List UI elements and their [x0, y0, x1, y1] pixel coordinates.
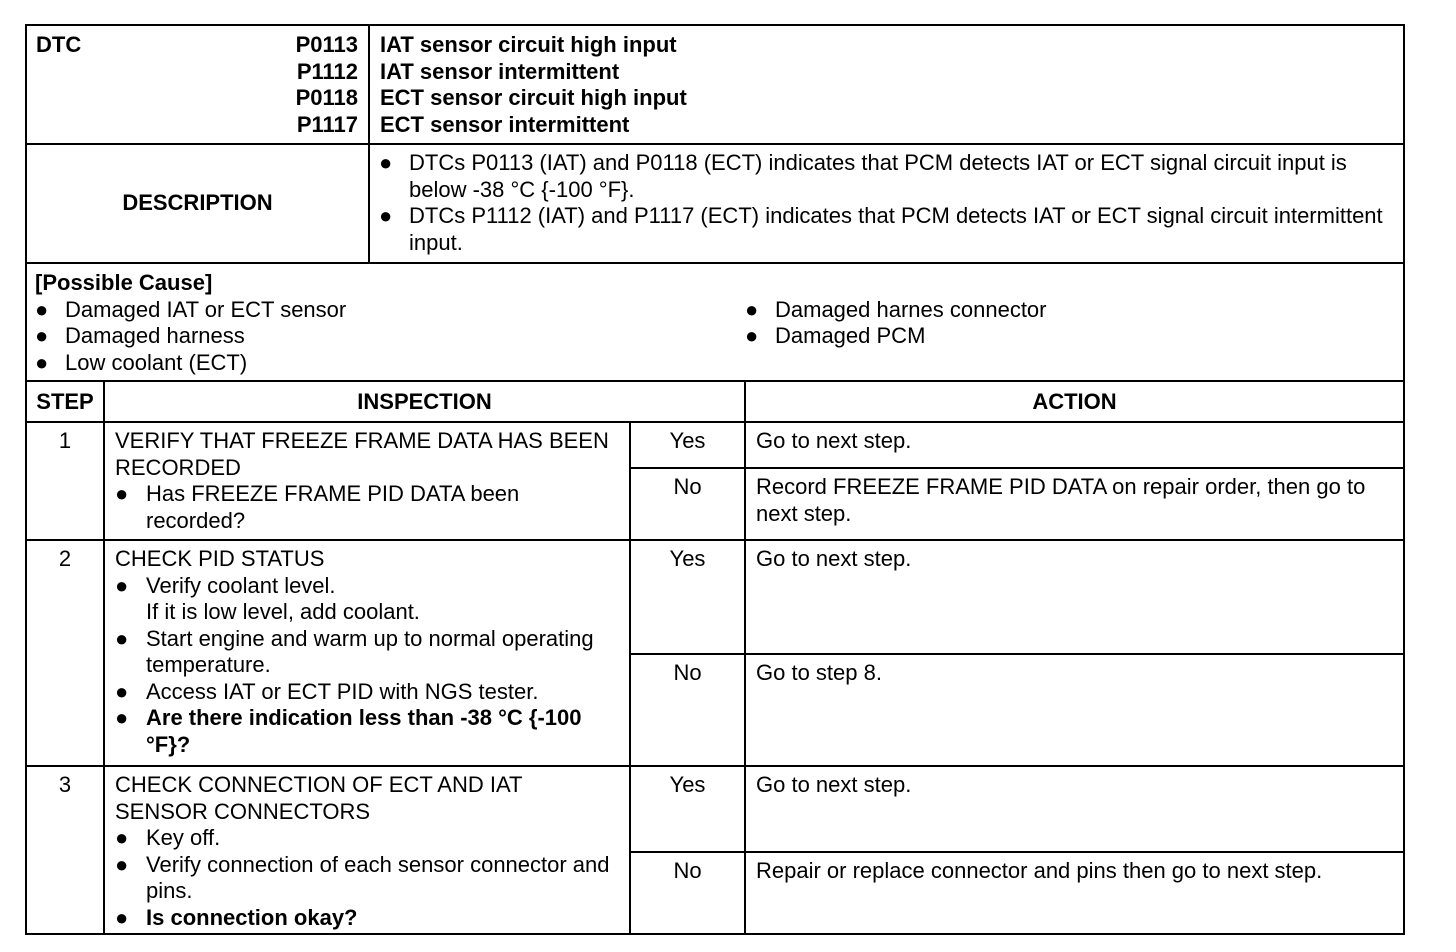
step-number: 2	[27, 541, 105, 765]
description-item-text: DTCs P1112 (IAT) and P1117 (ECT) indicates that PCM detects IAT or ECT signal circuit intermittent input.	[409, 203, 1383, 255]
description-item-text: DTCs P0113 (IAT) and P0118 (ECT) indicates that PCM detects IAT or ECT signal circuit input is below -38 °C {-100 °F}.	[409, 150, 1347, 202]
dtc-code-list	[296, 32, 358, 138]
bullet-icon: ●	[745, 323, 759, 348]
no-label: No	[631, 469, 746, 539]
result-yes-row	[631, 767, 1403, 851]
dtc-code: P1117	[296, 111, 358, 137]
inspection-title: CHECK CONNECTION OF ECT AND IAT SENSOR CONNECTORS	[115, 772, 523, 824]
step-row	[27, 767, 1403, 933]
result-no-row	[631, 653, 1403, 765]
description-section	[27, 145, 1403, 264]
description-item	[379, 150, 1393, 203]
possible-cause-section	[27, 264, 1403, 382]
steps-table-header	[27, 382, 1403, 423]
yes-action: Go to next step.	[756, 772, 912, 797]
step-row	[27, 541, 1403, 767]
inspection-bullet: ● Verify connection of each sensor connector and pins.	[115, 851, 610, 903]
bullet-icon: ●	[35, 349, 49, 375]
inspection-question: ● Are there indication less than -38 °C {-100 °F}?	[115, 705, 582, 757]
bullet-icon: ●	[115, 572, 129, 598]
dtc-description-cell	[370, 26, 1403, 143]
description-label-cell	[27, 145, 370, 262]
bullet-icon: ●	[115, 625, 129, 651]
inspection-question: ● Is connection okay?	[115, 904, 358, 930]
bullet-icon: ●	[35, 296, 49, 322]
yes-action: Go to next step.	[756, 546, 912, 571]
possible-cause-item: ● Damaged IAT or ECT sensor	[35, 296, 347, 322]
no-action: Repair or replace connector and pins then go to next step.	[756, 858, 1323, 883]
result-cell	[631, 423, 1403, 539]
dtc-description: ECT sensor circuit high input	[380, 85, 687, 110]
description-label: DESCRIPTION	[122, 190, 273, 216]
bullet-icon: ●	[115, 851, 129, 877]
inspection-bullet: ● Verify coolant level. If it is low level, add coolant.	[115, 572, 420, 624]
result-yes-row	[631, 541, 1403, 653]
dtc-label: DTC	[36, 32, 82, 57]
possible-cause-item: ● Damaged harnes connector	[745, 296, 1047, 322]
dtc-description: IAT sensor intermittent	[380, 58, 620, 84]
possible-cause-item: ● Damaged harness	[35, 323, 245, 348]
dtc-code-cell	[27, 26, 370, 143]
yes-action: Go to next step.	[756, 428, 912, 453]
result-no-row	[631, 467, 1403, 539]
possible-cause-item: ● Damaged PCM	[745, 323, 926, 348]
yes-label: Yes	[631, 423, 746, 467]
inspection-bullet: ● Key off.	[115, 825, 221, 850]
description-text-cell	[370, 145, 1403, 262]
inspection-title: CHECK PID STATUS	[115, 546, 325, 571]
yes-label: Yes	[631, 541, 746, 653]
bullet-icon: ●	[115, 825, 129, 850]
inspection-header: INSPECTION	[105, 382, 746, 421]
bullet-icon: ●	[379, 150, 393, 175]
bullet-icon: ●	[745, 296, 759, 322]
dtc-code: P0113	[295, 32, 358, 57]
possible-cause-title: [Possible Cause]	[35, 270, 213, 295]
bullet-icon: ●	[379, 203, 393, 228]
bullet-icon: ●	[115, 705, 129, 730]
result-cell	[631, 767, 1403, 933]
no-label: No	[631, 655, 746, 765]
inspection-bullet: ● Has FREEZE FRAME PID DATA been recorded?	[115, 481, 520, 533]
no-action: Record FREEZE FRAME PID DATA on repair order, then go to next step.	[756, 474, 1366, 526]
action-header: ACTION	[1032, 388, 1117, 414]
bullet-icon: ●	[35, 323, 49, 348]
possible-cause-columns	[35, 297, 1395, 377]
possible-cause-item: ● Low coolant (ECT)	[35, 349, 248, 375]
steps-table	[27, 382, 1403, 933]
step-number: 1	[27, 423, 105, 539]
dtc-code: P0118	[295, 85, 358, 110]
bullet-icon: ●	[115, 481, 129, 506]
result-cell	[631, 541, 1403, 765]
dtc-section	[27, 26, 1403, 145]
step-row	[27, 423, 1403, 541]
no-action: Go to step 8.	[756, 660, 882, 685]
description-item	[379, 203, 1393, 256]
inspection-cell	[105, 423, 631, 539]
possible-cause-right-list	[745, 297, 1395, 377]
yes-label: Yes	[631, 767, 746, 851]
bullet-icon: ●	[115, 678, 129, 704]
possible-cause-left-list	[35, 297, 745, 377]
result-no-row	[631, 851, 1403, 933]
result-yes-row	[631, 423, 1403, 467]
step-number: 3	[27, 767, 105, 933]
dtc-description: ECT sensor intermittent	[380, 111, 630, 137]
inspection-cell	[105, 541, 631, 765]
dtc-code: P1112	[296, 58, 358, 84]
inspection-title: VERIFY THAT FREEZE FRAME DATA HAS BEEN RECORDED	[115, 428, 609, 480]
inspection-bullet: ● Start engine and warm up to normal operating temperature.	[115, 625, 594, 677]
dtc-description: IAT sensor circuit high input	[380, 32, 677, 57]
step-header: STEP	[27, 382, 105, 421]
bullet-icon: ●	[115, 904, 129, 930]
inspection-bullet: ● Access IAT or ECT PID with NGS tester.	[115, 678, 539, 704]
no-label: No	[631, 853, 746, 933]
diagnostic-document	[25, 24, 1405, 935]
inspection-cell	[105, 767, 631, 933]
